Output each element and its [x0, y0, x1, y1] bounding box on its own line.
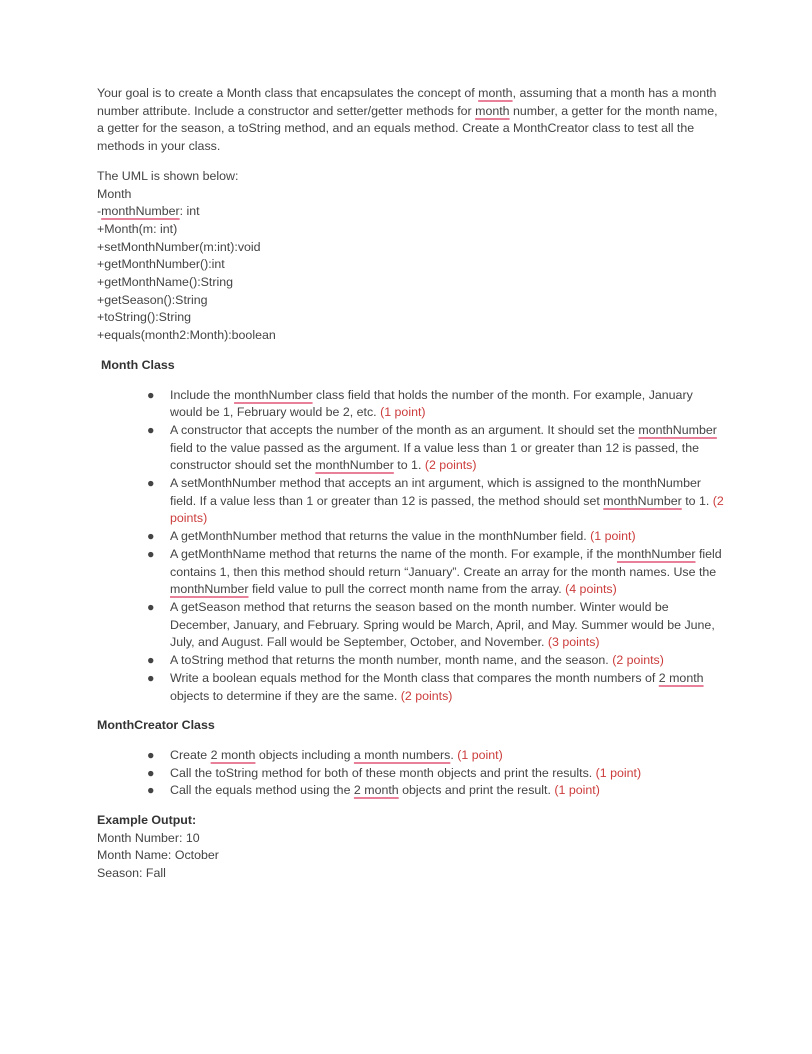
example-line: Season: Fall	[97, 866, 166, 881]
list-item: ● Create 2 month objects including a month numbers. (1 point)	[170, 747, 727, 765]
spellcheck-word: month	[478, 86, 513, 100]
uml-method: +getMonthNumber():int	[97, 257, 225, 272]
list-item: ● A getMonthNumber method that returns the value in the monthNumber field. (1 point)	[170, 528, 727, 546]
list-item: ● A getSeason method that returns the season based on the month number. Winter would be December, January, and February. Spring would be March, April, and May. Summer would be June, July, and August. Fall would be September, October, and November. (3 points)	[147, 599, 715, 650]
example-line: Month Name: October	[97, 848, 219, 863]
bullet-icon: ●	[147, 670, 155, 685]
bullet-icon: ●	[147, 747, 155, 762]
list-item: ● Call the equals method using the 2 month objects and print the result. (1 point)	[170, 782, 727, 800]
bullet-icon: ●	[147, 422, 155, 437]
uml-method: +Month(m: int)	[97, 221, 178, 236]
uml-method: +equals(month2:Month):boolean	[97, 328, 276, 343]
points-label: (3 points)	[547, 635, 600, 650]
list-item: ● Call the toString method for both of these month objects and print the results. (1 point)	[170, 765, 727, 783]
uml-intro: The UML is shown below:	[97, 168, 239, 183]
points-label: (1 point)	[590, 529, 636, 544]
points-label: (2 points)	[170, 493, 724, 526]
example-heading: Example Output:	[97, 813, 197, 828]
spellcheck-word: 2 month	[210, 747, 256, 762]
uml-class-name: Month	[97, 186, 132, 201]
month-class-list	[97, 387, 727, 706]
spellcheck-word: 2 month	[353, 783, 399, 798]
list-item: ● Write a boolean equals method for the Month class that compares the month numbers of 2 month objects to determine if they are the same. (2 points)	[147, 670, 704, 703]
month-class-heading: Month Class	[101, 357, 175, 372]
spellcheck-word: monthNumber	[234, 387, 313, 402]
example-output	[97, 812, 727, 883]
points-label: (1 point)	[380, 405, 426, 420]
points-label: (4 points)	[565, 582, 617, 597]
month-creator-list	[97, 747, 727, 800]
spellcheck-word: a month numbers	[353, 747, 451, 762]
spellcheck-word: monthNumber	[603, 493, 682, 508]
bullet-icon: ●	[147, 653, 155, 668]
month-creator-heading: MonthCreator Class	[97, 718, 215, 733]
document-body	[97, 85, 727, 883]
example-line: Month Number: 10	[97, 830, 200, 845]
points-label: (1 point)	[554, 783, 600, 798]
bullet-icon: ●	[147, 599, 155, 614]
points-label: (1 point)	[595, 765, 642, 780]
bullet-icon: ●	[147, 546, 155, 561]
bullet-icon: ●	[147, 387, 155, 402]
uml-field: -monthNumber: int	[97, 204, 200, 219]
list-item: ● A toString method that returns the month number, month name, and the season. (2 points)	[170, 652, 727, 670]
bullet-icon: ●	[147, 476, 155, 491]
bullet-icon: ●	[147, 765, 155, 780]
uml-method: +getSeason():String	[97, 292, 208, 307]
list-item: ● A constructor that accepts the number of the month as an argument. It should set the monthNumber field to the value passed as the argument. If a value less than 1 or greater than 12 is passed, the constructor should set the monthNumber to 1. (2 points)	[147, 422, 717, 473]
spellcheck-word: monthNumber	[315, 458, 394, 473]
intro-paragraph: Your goal is to create a Month class that encapsulates the concept of month, assuming that a month has a month number attribute. Include a constructor and setter/getter methods for month number, a getter for the month name, a getter for the season, a toString method, and an equals method. Create a MonthCreator class to test all the methods in your class.	[97, 86, 718, 154]
spellcheck-word: monthNumber	[638, 422, 717, 437]
spellcheck-word: monthNumber	[617, 546, 696, 561]
spellcheck-word: monthNumber	[170, 582, 249, 597]
bullet-icon: ●	[147, 783, 155, 798]
points-label: (2 points)	[612, 653, 664, 668]
list-item: ● A setMonthNumber method that accepts an int argument, which is assigned to the monthNumber field. If a value less than 1 or greater than 12 is passed, the method should set monthNumber to 1. (2 points)	[147, 476, 724, 526]
spellcheck-word: 2 month	[658, 670, 704, 685]
list-item: ● Include the monthNumber class field that holds the number of the month. For example, January would be 1, February would be 2, etc. (1 point)	[147, 387, 693, 420]
points-label: (2 points)	[424, 458, 477, 473]
uml-method: +getMonthName():String	[97, 275, 234, 290]
uml-method: +toString():String	[97, 310, 192, 325]
points-label: (2 points)	[400, 688, 453, 703]
spellcheck-word: month	[475, 103, 510, 118]
list-item: ● A getMonthName method that returns the name of the month. For example, if the monthNumber field contains 1, then this method should return “January”. Create an array for the month names. Use the monthNumber field value to pull the correct month name from the array. (4 points)	[147, 546, 722, 597]
bullet-icon: ●	[147, 529, 155, 544]
points-label: (1 point)	[457, 747, 503, 762]
uml-method: +setMonthNumber(m:int):void	[97, 239, 261, 254]
uml-block	[97, 168, 727, 345]
spellcheck-word: monthNumber	[101, 204, 180, 219]
